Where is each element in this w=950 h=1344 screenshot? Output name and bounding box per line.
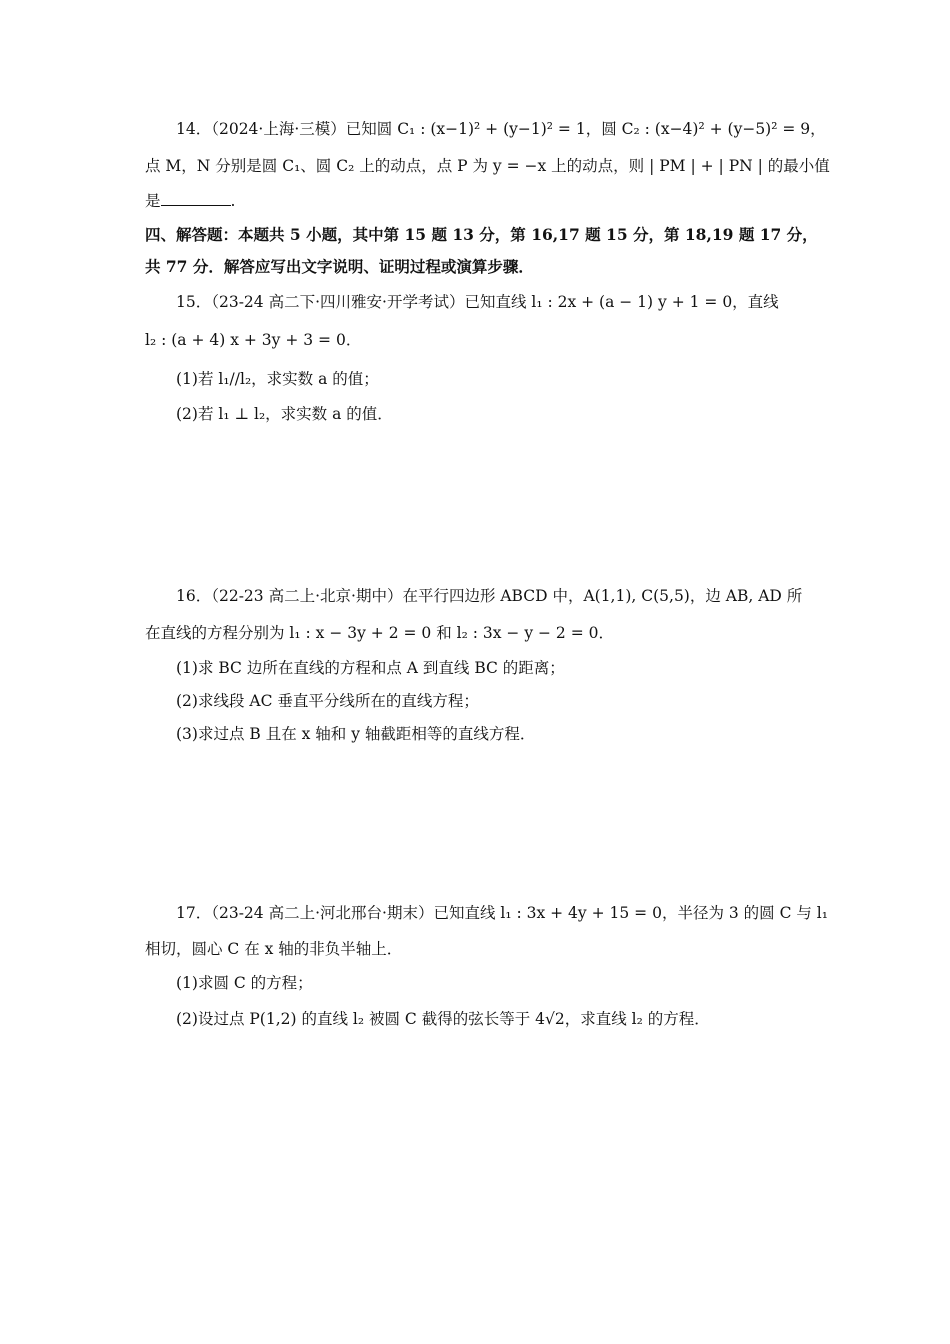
q14-line-2: 点 M，N 分别是圆 C₁、圆 C₂ 上的动点，点 P 为 y = −x 上的动点，则 | PM | + | PN | 的最小值 <box>145 157 830 175</box>
q15-part-1: (1)若 l₁//l₂，求实数 a 的值； <box>176 370 379 388</box>
q15-line-2: l₂ : (a + 4) x + 3y + 3 = 0． <box>145 331 362 349</box>
q16-line-2: 在直线的方程分别为 l₁ : x − 3y + 2 = 0 和 l₂ : 3x − y − 2 = 0． <box>145 624 614 642</box>
q16-part-1: (1)求 BC 边所在直线的方程和点 A 到直线 BC 的距离； <box>176 659 565 677</box>
section-4-heading-line-2: 共 77 分．解答应写出文字说明、证明过程或演算步骤． <box>145 257 534 276</box>
q17-line-2: 相切，圆心 C 在 x 轴的非负半轴上． <box>145 940 403 958</box>
q16-line-1: 16．（22-23 高二上·北京·期中）在平行四边形 ABCD 中，A(1,1), C(5,5)，边 AB, AD 所 <box>176 587 803 605</box>
q17-line-1: 17．（23-24 高二上·河北邢台·期末）已知直线 l₁ : 3x + 4y + 15 = 0，半径为 3 的圆 C 与 l₁ <box>176 904 828 922</box>
q14-line-3-prefix: 是 <box>145 192 161 210</box>
q14-line-1: 14．（2024·上海·三模）已知圆 C₁ : (x−1)² + (y−1)² = 1，圆 C₂ : (x−4)² + (y−5)² = 9， <box>176 120 826 138</box>
q16-part-3: (3)求过点 B 且在 x 轴和 y 轴截距相等的直线方程． <box>176 725 536 743</box>
q14-line-3 <box>145 189 235 212</box>
section-4-heading-line-1: 四、解答题：本题共 5 小题，其中第 15 题 13 分，第 16,17 题 15 分，第 18,19 题 17 分， <box>145 225 818 244</box>
q17-part-1: (1)求圆 C 的方程； <box>176 974 313 992</box>
q17-part-2: (2)设过点 P(1,2) 的直线 l₂ 被圆 C 截得的弦长等于 4√2，求直线 l₂ 的方程． <box>176 1010 710 1028</box>
q16-part-2: (2)求线段 AC 垂直平分线所在的直线方程； <box>176 692 479 710</box>
answer-blank <box>161 189 231 206</box>
q15-part-2: (2)若 l₁ ⊥ l₂，求实数 a 的值． <box>176 405 393 423</box>
q14-line-3-suffix: . <box>230 192 236 210</box>
q15-line-1: 15．（23-24 高二下·四川雅安·开学考试）已知直线 l₁ : 2x + (a − 1) y + 1 = 0，直线 <box>176 293 779 311</box>
